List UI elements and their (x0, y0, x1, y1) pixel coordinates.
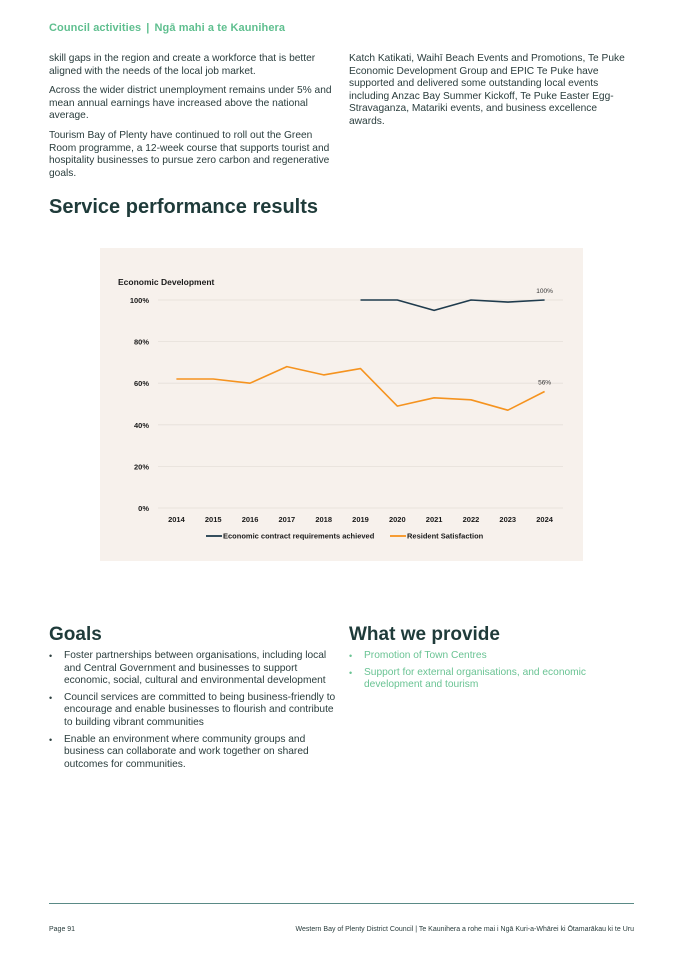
x-tick-label: 2017 (278, 515, 296, 524)
x-tick-label: 2024 (536, 515, 553, 524)
series-line-1 (361, 300, 545, 310)
intro-paragraph: skill gaps in the region and create a workforce that is better aligned with the needs of the local job market. (49, 53, 316, 77)
chart-canvas (100, 248, 583, 561)
goal-item: • Foster partnerships between organisations, including local and Central Government and businesses to support economic, social, cultural and environmental development (49, 650, 339, 688)
goal-item: • Enable an environment where community groups and business can collaborate and work together on shared outcomes for communities. (49, 734, 339, 772)
page-number: Page 91 (49, 926, 76, 933)
data-label: 56% (538, 379, 552, 387)
header-separator: | (146, 22, 150, 34)
provide-item: • Promotion of Town Centres (349, 650, 634, 663)
page-header (49, 22, 285, 34)
x-tick-label: 2021 (425, 515, 443, 524)
y-tick-label: 0% (138, 504, 149, 513)
legend-label: Resident Satisfaction (407, 531, 484, 541)
x-tick-label: 2022 (462, 515, 480, 524)
y-tick-label: 40% (133, 420, 149, 430)
x-tick-label: 2019 (352, 515, 369, 524)
x-tick-label: 2023 (499, 515, 517, 524)
intro-right-column (349, 53, 634, 136)
chart-title: Economic Development (118, 277, 215, 287)
provide-item: • Support for external organisations, and economic development and tourism (349, 667, 634, 692)
intro-paragraph: Across the wider district unemployment remains under 5% and mean annual earnings have increased above the national average. (49, 85, 332, 122)
footer-publication: Western Bay of Plenty District Council | Te Kaunihera a rohe mai i Ngā Kuri-a-Whārei ki Ōtamarākau ki te Uru (295, 926, 634, 933)
goal-item: • Council services are committed to being business-friendly to encourage and enable businesses to flourish and contribute to building vibrant communities (49, 692, 339, 730)
intro-paragraph: Katch Katikati, Waihī Beach Events and Promotions, Te Puke Economic Development Group and EPIC Te Puke have supported and delivered some outstanding local events including Anzac Bay Summer Kickoff, Te Puke Easter Egg-Stravaganza, Matariki events, and business excellence awards. (349, 53, 625, 127)
what-we-provide-title: What we provide (349, 624, 500, 645)
data-label: 100% (536, 288, 553, 295)
y-tick-label: 20% (133, 462, 149, 472)
series-line-2 (176, 367, 544, 411)
header-section-maori: Ngā mahi a te Kaunihera (154, 22, 286, 34)
goals-title: Goals (49, 624, 102, 645)
intro-paragraph: Tourism Bay of Plenty have continued to roll out the Green Room programme, a 12-week course that supports tourist and hospitality businesses to pursue zero carbon and regenerative goals. (49, 129, 330, 179)
economic-development-chart (100, 248, 583, 561)
header-section: Council activities (49, 22, 142, 34)
intro-left-column (49, 53, 339, 187)
x-tick-label: 2015 (204, 515, 222, 524)
x-tick-label: 2014 (168, 515, 185, 524)
footer-divider (49, 903, 634, 904)
service-performance-title: Service performance results (49, 196, 319, 218)
x-tick-label: 2016 (241, 515, 259, 524)
y-tick-label: 60% (133, 379, 149, 389)
y-tick-label: 100% (129, 296, 149, 305)
provide-list (349, 650, 634, 696)
x-tick-label: 2020 (388, 515, 406, 524)
y-tick-label: 80% (133, 337, 149, 347)
goals-list (49, 650, 339, 775)
legend-label: Economic contract requirements achieved (223, 531, 375, 541)
x-tick-label: 2018 (315, 515, 333, 524)
